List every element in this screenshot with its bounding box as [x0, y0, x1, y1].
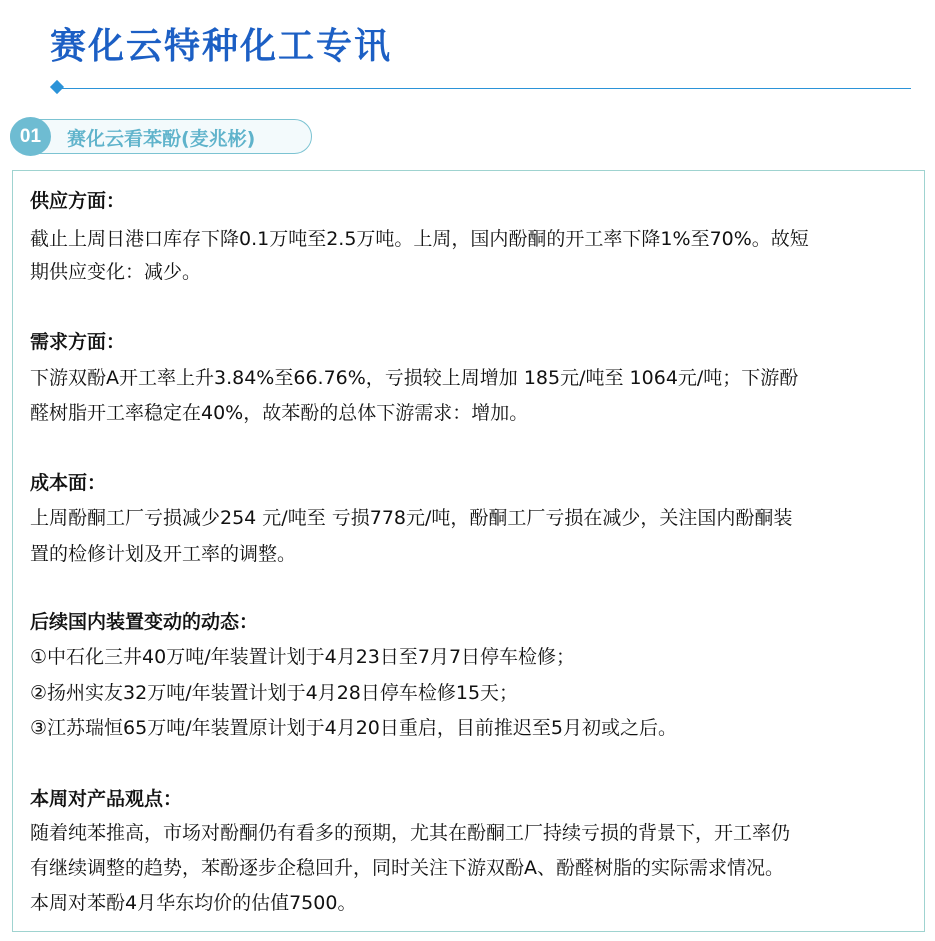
cost-heading: 成本面： [30, 472, 107, 494]
supply-line: 期供应变化：减少。 [30, 261, 202, 283]
supply-heading: 供应方面： [30, 190, 126, 212]
demand-heading: 需求方面： [30, 331, 126, 353]
page-title: 赛化云特种化工专讯 [50, 26, 393, 67]
plants-line: ①中石化三井40万吨/年装置计划于4月23日至7月7日停车检修； [30, 646, 576, 668]
supply-line: 截止上周日港口库存下降0.1万吨至2.5万吨。上周，国内酚酮的开工率下降1%至70%。故短 [30, 228, 809, 250]
section-title: 赛化云看苯酚(麦兆彬) [67, 128, 256, 150]
view-heading: 本周对产品观点： [30, 788, 183, 810]
plants-line: ③江苏瑞恒65万吨/年装置原计划于4月20日重启，目前推迟至5月初或之后。 [30, 717, 677, 739]
plants-heading: 后续国内装置变动的动态： [30, 611, 259, 633]
title-divider [58, 88, 911, 89]
view-line: 随着纯苯推高，市场对酚酮仍有看多的预期，尤其在酚酮工厂持续亏损的背景下，开工率仍 [30, 822, 791, 844]
divider-diamond-icon [50, 80, 64, 94]
section-number-badge: 01 [10, 117, 51, 156]
cost-line: 置的检修计划及开工率的调整。 [30, 543, 297, 565]
cost-line: 上周酚酮工厂亏损减少254 元/吨至 亏损778元/吨，酚酮工厂亏损在减少，关注国内酚酮装 [30, 507, 793, 529]
demand-line: 下游双酚A开工率上升3.84%至66.76%，亏损较上周增加 185元/吨至 1064元/吨；下游酚 [30, 367, 799, 389]
plants-line: ②扬州实友32万吨/年装置计划于4月28日停车检修15天； [30, 682, 519, 704]
view-line: 有继续调整的趋势，苯酚逐步企稳回升，同时关注下游双酚A、酚醛树脂的实际需求情况。 [30, 857, 784, 879]
demand-line: 醛树脂开工率稳定在40%，故苯酚的总体下游需求：增加。 [30, 402, 529, 424]
view-line: 本周对苯酚4月华东均价的估值7500。 [30, 892, 357, 914]
